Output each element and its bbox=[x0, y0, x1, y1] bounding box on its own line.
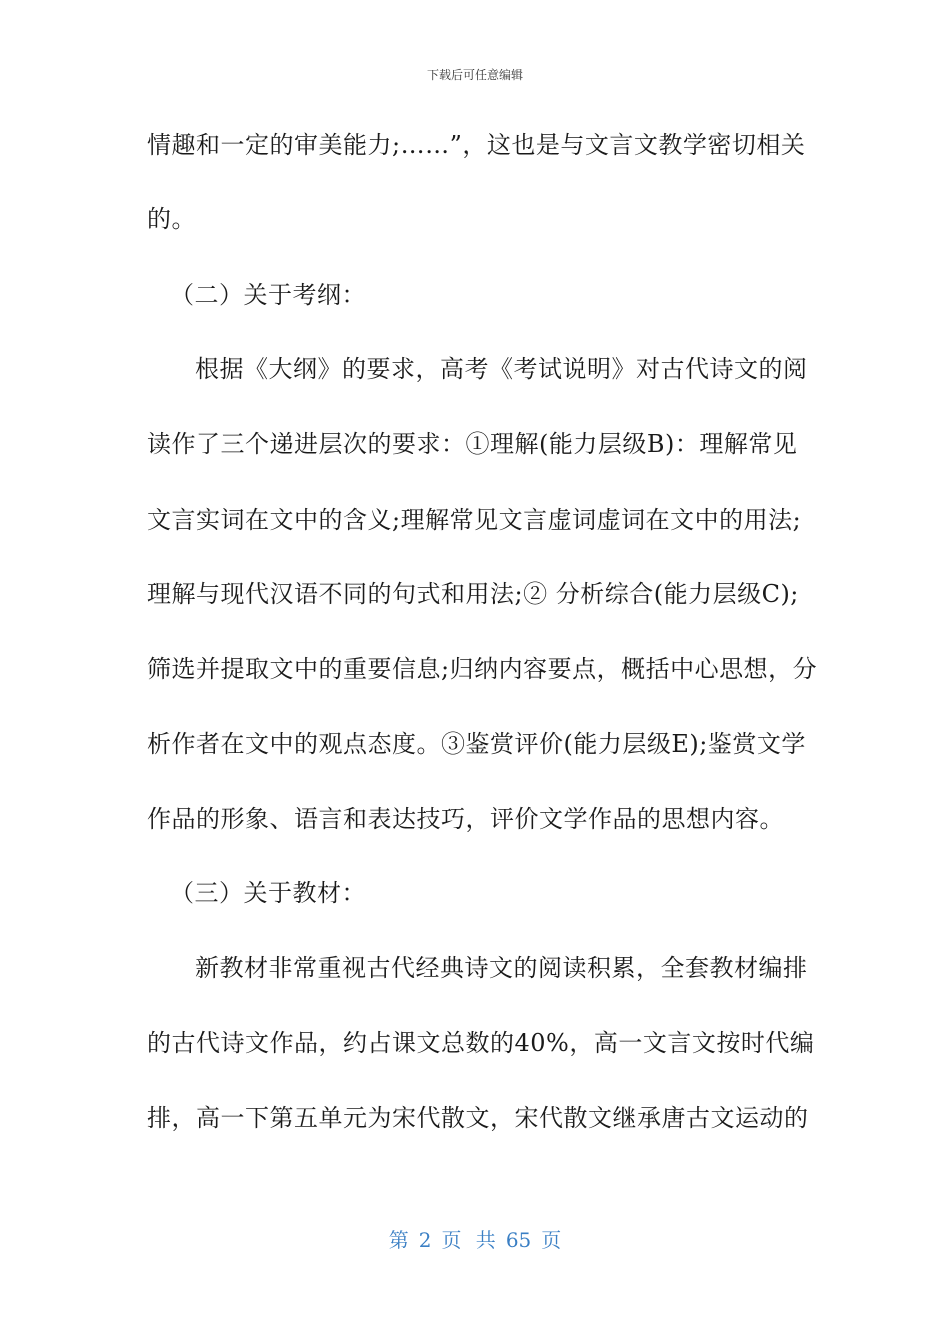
text-line: 读作了三个递进层次的要求：①理解(能力层级B)：理解常见 bbox=[147, 430, 798, 458]
text-line: 析作者在文中的观点态度。③鉴赏评价(能力层级E);鉴赏文学 bbox=[147, 730, 806, 758]
text-line: 的古代诗文作品，约占课文总数的40%，高一文言文按时代编 bbox=[147, 1029, 815, 1057]
footer-total-pages: 65 bbox=[505, 1228, 532, 1252]
text-line: 文言实词在文中的含义;理解常见文言虚词虚词在文中的用法; bbox=[147, 506, 802, 534]
text-line: 的。 bbox=[147, 205, 196, 233]
footer-mid: 页 共 bbox=[441, 1228, 496, 1252]
text-line: 排，高一下第五单元为宋代散文，宋代散文继承唐古文运动的 bbox=[147, 1104, 809, 1132]
footer-page-number: 2 bbox=[418, 1228, 432, 1252]
text-line: 情趣和一定的审美能力;……”，这也是与文言文教学密切相关 bbox=[147, 131, 806, 159]
text-line: 理解与现代汉语不同的句式和用法;② 分析综合(能力层级C); bbox=[147, 580, 799, 608]
text-line: 筛选并提取文中的重要信息;归纳内容要点，概括中心思想，分 bbox=[147, 655, 818, 683]
text-line: 作品的形象、语言和表达技巧，评价文学作品的思想内容。 bbox=[147, 805, 784, 833]
footer-prefix: 第 bbox=[388, 1228, 409, 1252]
page-header: 下载后可任意编辑 bbox=[426, 68, 523, 82]
text-line: 新教材非常重视古代经典诗文的阅读积累，全套教材编排 bbox=[195, 954, 808, 982]
footer-suffix: 页 bbox=[541, 1228, 562, 1252]
section-heading: （二）关于考纲： bbox=[170, 281, 366, 309]
page-footer bbox=[0, 1224, 950, 1253]
text-line: 根据《大纲》的要求，高考《考试说明》对古代诗文的阅 bbox=[195, 355, 808, 383]
section-heading: （三）关于教材： bbox=[170, 879, 366, 907]
